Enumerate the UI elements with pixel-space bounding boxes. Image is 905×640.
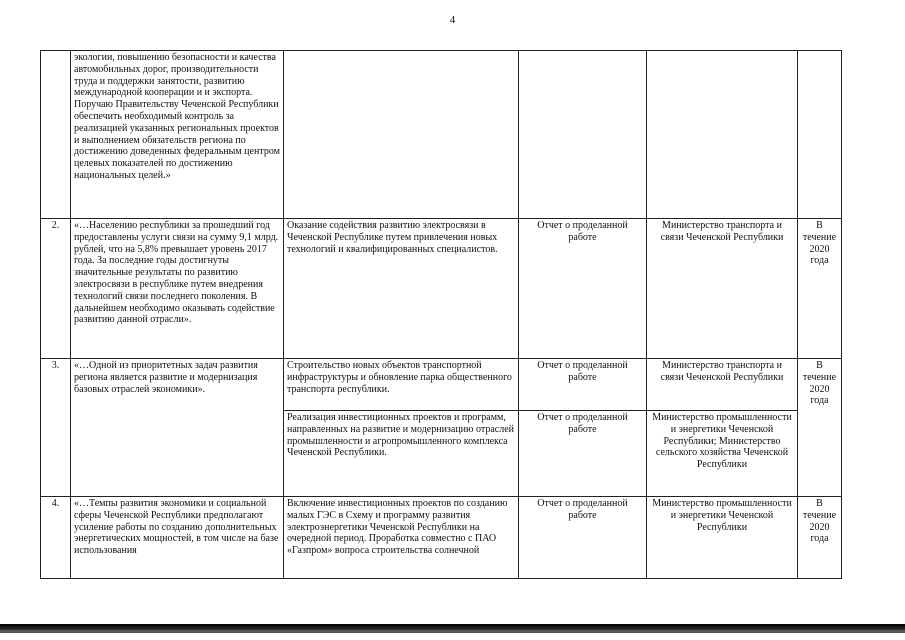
address-excerpt: «…Одной из приоритетных задач развития региона является развитие и модернизация базовых отраслей экономики».: [71, 359, 284, 497]
address-excerpt: экологии, повышению безопасности и качества автомобильных дорог, производительности труда и поддержки занятости, развитию международной кооперации и и экспорта. Поручаю Правительству Чеченской Республики обеспечить необходимый контроль за реализацией указанных региональных проектов и выполнением обязательств региона по достижению доведенных федеральным центром целевых показателей по достижению национальных целей.»: [71, 51, 284, 219]
responsible-org: Министерство промышленности и энергетики Чеченской Республики: [647, 497, 798, 579]
row-number: 3.: [41, 359, 71, 497]
deadline: В течение 2020 года: [798, 219, 842, 359]
measure-cell: Строительство новых объектов транспортной инфраструктуры и обновление парка общественного транспорта республики.: [284, 359, 519, 411]
report-form: Отчет о проделанной работе: [519, 359, 647, 411]
report-form: Отчет о проделанной работе: [519, 411, 647, 497]
report-form: Отчет о проделанной работе: [519, 219, 647, 359]
plan-table: [40, 50, 842, 579]
responsible-org: Министерство транспорта и связи Чеченской Республики: [647, 219, 798, 359]
row-number: [41, 51, 71, 219]
table-row: [41, 359, 842, 411]
deadline: В течение 2020 года: [798, 497, 842, 579]
address-excerpt: «…Населению республики за прошедший год предоставлены услуги связи на сумму 9,1 млрд. рублей, что на 5,8% превышает уровень 2017 года. За последние годы достигнуты значительные результаты по развитию электросвязи в республике путем внедрения технологий связи последнего поколения. В дальнейшем необходимо оказывать содействие развитию данной отрасли».: [71, 219, 284, 359]
deadline: [798, 51, 842, 219]
measure-cell: Оказание содействия развитию электросвязи в Чеченской Республике путем привлечения новых технологий и квалифицированных специалистов.: [284, 219, 519, 359]
scan-edge-shadow: [0, 630, 905, 633]
table-row: [41, 219, 842, 359]
page-number: 4: [449, 14, 456, 26]
row-number: 4.: [41, 497, 71, 579]
measure-cell: Включение инвестиционных проектов по созданию малых ГЭС в Схему и программу развития электроэнергетики Чеченской Республики на очередной период. Проработка совместно с ПАО «Газпром» вопроса строительства солнечной: [284, 497, 519, 579]
address-excerpt: «…Темпы развития экономики и социальной сферы Чеченской Республики предполагают усиление работы по созданию дополнительных энергетических мощностей, в том числе на базе использования: [71, 497, 284, 579]
table-row: [41, 497, 842, 579]
report-form: Отчет о проделанной работе: [519, 497, 647, 579]
row-number: 2.: [41, 219, 71, 359]
responsible-org: Министерство промышленности и энергетики Чеченской Республики; Министерство сельского хозяйства Чеченской Республики: [647, 411, 798, 497]
measure-cell: [284, 51, 519, 219]
responsible-org: Министерство транспорта и связи Чеченской Республики: [647, 359, 798, 411]
deadline: В течение 2020 года: [798, 359, 842, 497]
table-row: [41, 51, 842, 219]
report-form: [519, 51, 647, 219]
responsible-org: [647, 51, 798, 219]
measure-cell: Реализация инвестиционных проектов и программ, направленных на развитие и модернизацию отраслей промышленности и агропромышленного комплекса Чеченской Республики.: [284, 411, 519, 497]
